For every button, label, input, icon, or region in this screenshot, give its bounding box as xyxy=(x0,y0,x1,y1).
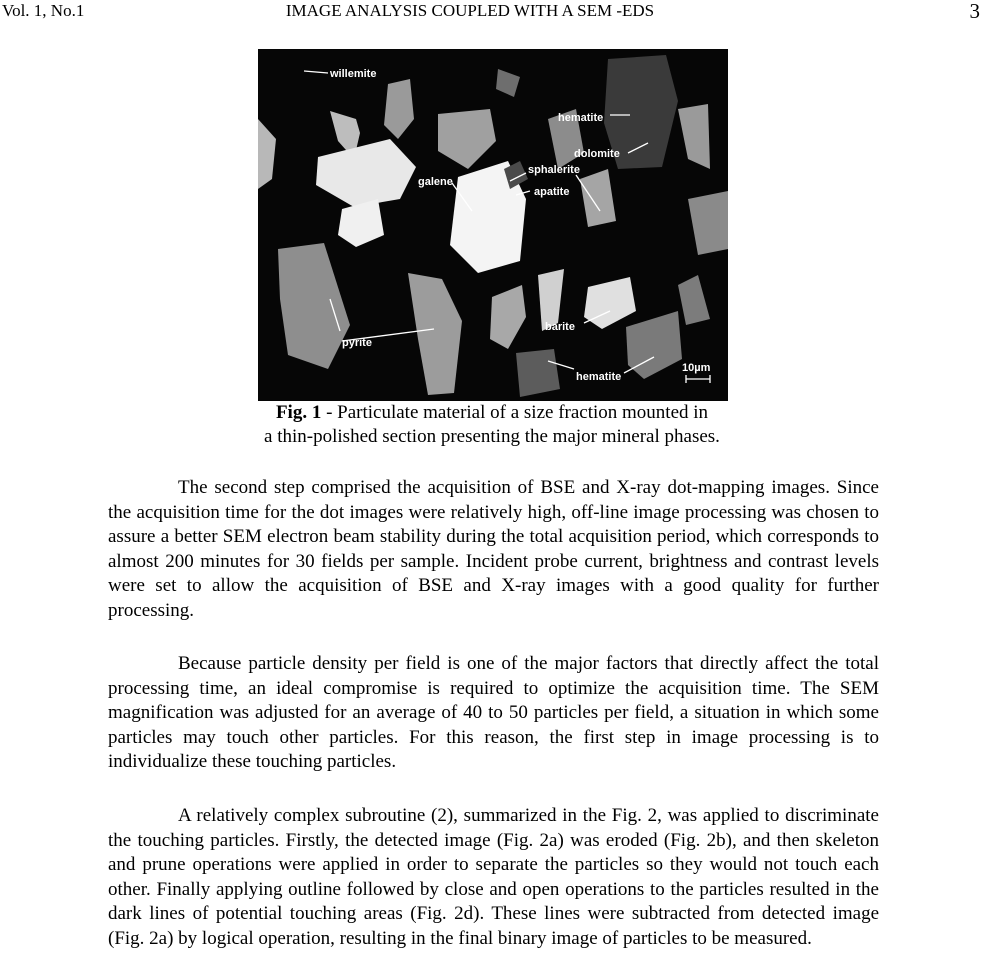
paragraph-3-text: A relatively complex subroutine (2), summarized in the Fig. 2, was applied to discriminate the touching particles. Firstly, the detected image (Fig. 2a) was eroded (Fig. 2b), and then skeleton and prune operations were applied in order to separate the particles so they would not touch each other. Finally applying outline followed by close and open operations to the particles resulted in the dark lines of potential touching areas (Fig. 2d). These lines were subtracted from detected image (Fig. 2a) by logical operation, resulting in the final binary image of particles to be measured. xyxy=(108,805,879,949)
caption-line2: a thin-polished section presenting the major mineral phases. xyxy=(264,426,720,447)
label-galene: galene xyxy=(418,176,453,188)
scale-bar-label: 10µm xyxy=(682,362,711,374)
caption-label: Fig. 1 xyxy=(275,402,322,423)
label-apatite: apatite xyxy=(534,186,570,198)
label-hematite-top: hematite xyxy=(558,112,604,124)
label-sphalerite: sphalerite xyxy=(528,164,580,176)
figure-caption xyxy=(180,401,804,449)
sem-micrograph-figure xyxy=(258,49,728,401)
paragraph-1 xyxy=(108,476,879,623)
caption-line1: - Particulate material of a size fraction mounted in xyxy=(321,402,709,423)
paragraph-2-text: Because particle density per field is one of the major factors that directly affect the total processing time, an ideal compromise is required to optimize the acquisition time. The SEM magnification was adjusted for an average of 40 to 50 particles per field, a situation in which some particles may touch other particles. For this reason, the first step in image processing is to individualize these touching particles. xyxy=(108,653,879,772)
label-willemite: willemite xyxy=(330,68,377,80)
label-barite: barite xyxy=(545,321,575,333)
sem-micrograph xyxy=(258,49,728,401)
label-dolomite: dolomite xyxy=(574,148,620,160)
paragraph-2 xyxy=(108,652,879,775)
particle-hematite-small xyxy=(516,349,560,397)
running-header-volume: Vol. 1, No.1 xyxy=(2,1,85,20)
paragraph-1-text: The second step comprised the acquisition of BSE and X-ray dot-mapping images. Since the acquisition time for the dot images were relatively high, off-line image processing was chosen to assure a better SEM electron beam stability during the total acquisition period, which corresponds to almost 200 minutes for 30 fields per sample. Incident probe current, brightness and contrast levels were set to allow the acquisition of BSE and X-ray images with a good quality for further processing. xyxy=(108,477,879,621)
label-pyrite: pyrite xyxy=(342,337,372,349)
running-header-title: IMAGE ANALYSIS COUPLED WITH A SEM -EDS xyxy=(285,1,655,20)
page-number: 3 xyxy=(969,0,980,23)
paragraph-3 xyxy=(108,804,879,951)
label-hematite-bottom: hematite xyxy=(576,371,622,383)
